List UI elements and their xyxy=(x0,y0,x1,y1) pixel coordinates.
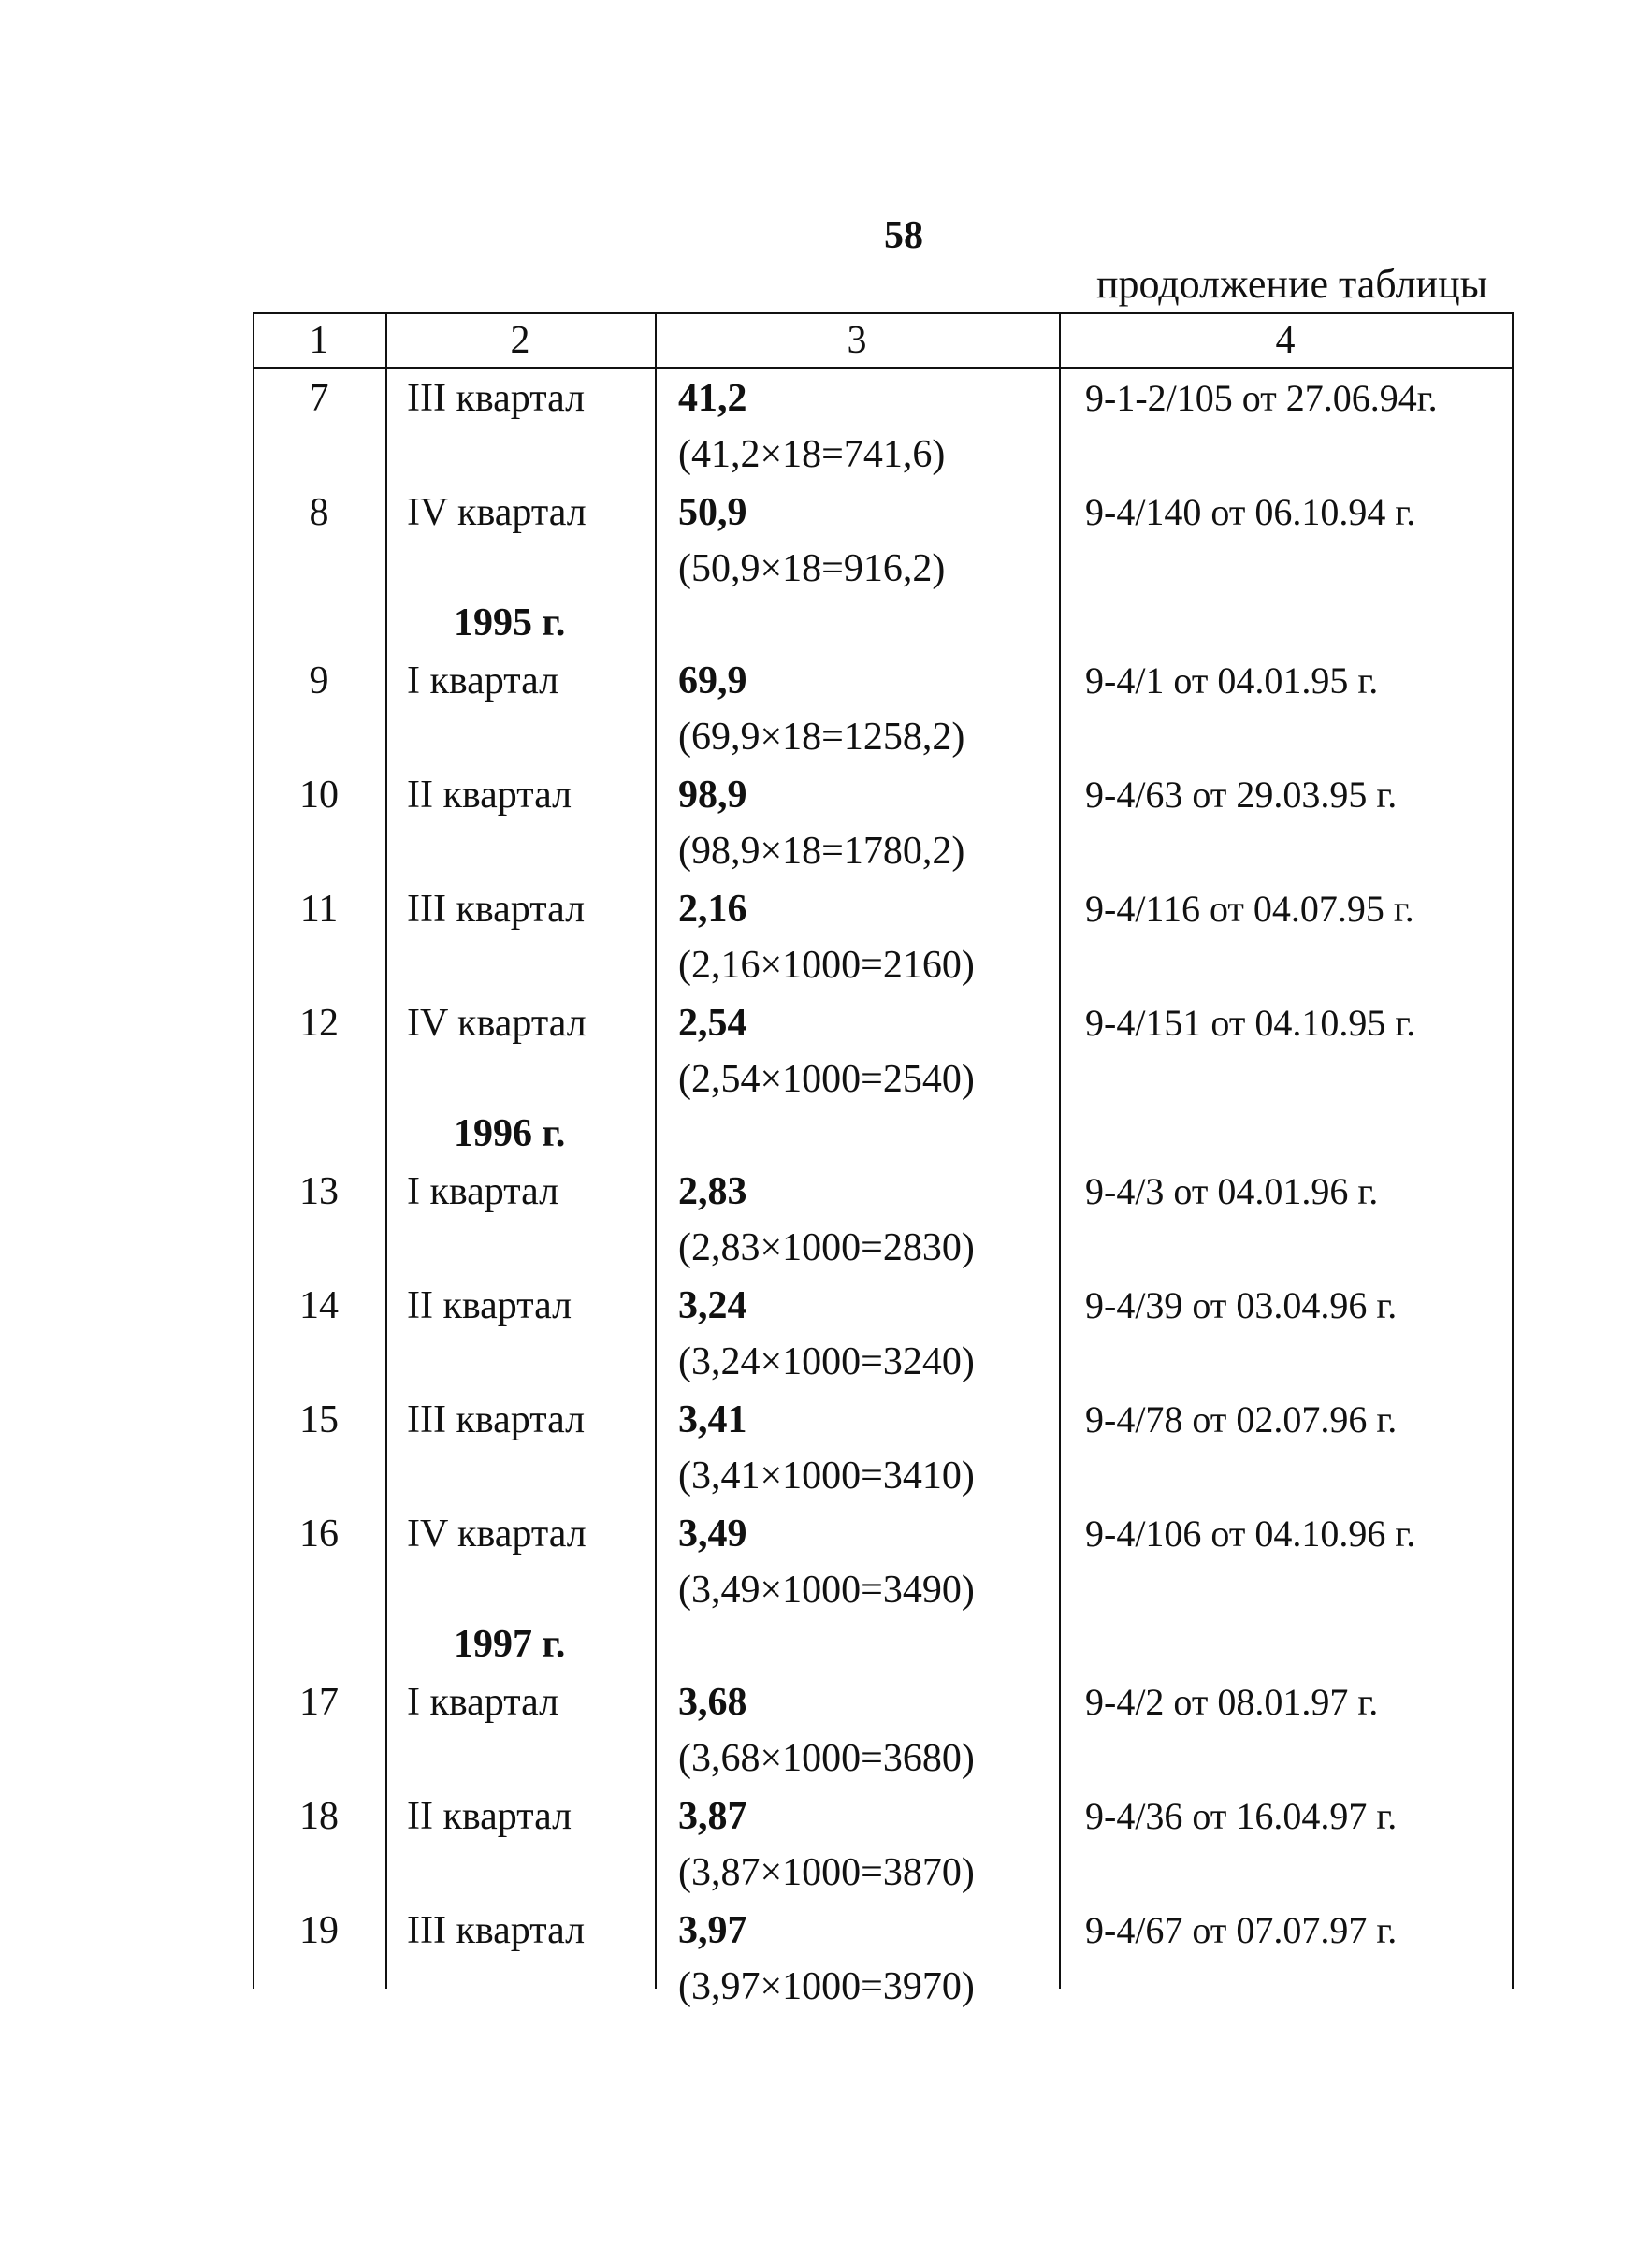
document-reference: 9-4/63 от 29.03.95 г. xyxy=(1085,774,1398,816)
value-main: 69,9 xyxy=(678,659,747,702)
document-reference: 9-4/36 от 16.04.97 г. xyxy=(1085,1795,1398,1837)
value-calculation: (69,9×18=1258,2) xyxy=(678,716,965,759)
row-number: 15 xyxy=(299,1398,339,1441)
value-calculation: (2,16×1000=2160) xyxy=(678,944,975,987)
period-cell: II квартал xyxy=(407,774,572,817)
value-cell xyxy=(678,1674,1071,1787)
period-cell: IV квартал xyxy=(407,1002,587,1045)
data-table xyxy=(253,312,1530,2008)
value-cell xyxy=(678,995,1071,1107)
period-cell: II квартал xyxy=(407,1284,572,1327)
row-number: 10 xyxy=(299,774,339,817)
row-number: 13 xyxy=(299,1170,339,1213)
value-main: 3,68 xyxy=(678,1681,747,1724)
value-calculation: (98,9×18=1780,2) xyxy=(678,830,965,873)
table-border-right xyxy=(1512,312,1514,1989)
page-number: 58 xyxy=(884,214,923,257)
value-cell xyxy=(678,485,1071,597)
period-cell: III квартал xyxy=(407,1909,586,1952)
period-cell: I квартал xyxy=(407,659,559,702)
header-col-2: 2 xyxy=(510,319,530,362)
value-cell xyxy=(678,767,1071,879)
value-cell xyxy=(678,881,1071,993)
continuation-label: продолжение таблицы xyxy=(1096,261,1488,307)
document-reference: 9-4/151 от 04.10.95 г. xyxy=(1085,1002,1416,1044)
period-cell: III квартал xyxy=(407,888,586,931)
row-number: 17 xyxy=(299,1681,339,1724)
document-reference: 9-4/39 от 03.04.96 г. xyxy=(1085,1284,1398,1326)
period-cell: I квартал xyxy=(407,1170,559,1213)
row-number: 18 xyxy=(299,1795,339,1838)
value-calculation: (3,68×1000=3680) xyxy=(678,1737,975,1780)
value-main: 2,16 xyxy=(678,888,747,931)
value-main: 2,83 xyxy=(678,1170,747,1213)
value-calculation: (2,83×1000=2830) xyxy=(678,1226,975,1269)
document-reference: 9-4/106 от 04.10.96 г. xyxy=(1085,1513,1416,1555)
document-reference: 9-4/78 от 02.07.96 г. xyxy=(1085,1398,1398,1440)
document-reference: 9-4/2 от 08.01.97 г. xyxy=(1085,1681,1379,1723)
year-heading: 1997 г. xyxy=(454,1623,566,1666)
header-col-1: 1 xyxy=(309,319,329,362)
value-cell xyxy=(678,1164,1071,1276)
value-main: 3,49 xyxy=(678,1513,747,1556)
value-main: 3,41 xyxy=(678,1398,747,1441)
header-rule xyxy=(253,367,1514,369)
row-number: 19 xyxy=(299,1909,339,1952)
period-cell: II квартал xyxy=(407,1795,572,1838)
document-reference: 9-4/67 от 07.07.97 г. xyxy=(1085,1909,1398,1951)
document-reference: 9-4/140 от 06.10.94 г. xyxy=(1085,491,1416,533)
row-number: 8 xyxy=(309,491,329,534)
table-border-top xyxy=(253,312,1514,314)
value-cell xyxy=(678,1392,1071,1504)
value-main: 50,9 xyxy=(678,491,747,534)
value-main: 2,54 xyxy=(678,1002,747,1045)
value-main: 3,24 xyxy=(678,1284,747,1327)
value-cell xyxy=(678,370,1071,483)
period-cell: I квартал xyxy=(407,1681,559,1724)
value-calculation: (3,24×1000=3240) xyxy=(678,1340,975,1383)
value-calculation: (3,49×1000=3490) xyxy=(678,1569,975,1612)
value-main: 3,87 xyxy=(678,1795,747,1838)
row-number: 12 xyxy=(299,1002,339,1045)
value-cell xyxy=(678,653,1071,765)
row-number: 7 xyxy=(309,377,329,420)
value-cell xyxy=(678,1903,1071,2015)
value-calculation: (41,2×18=741,6) xyxy=(678,433,946,476)
header-col-4: 4 xyxy=(1275,319,1296,362)
document-reference: 9-4/3 от 04.01.96 г. xyxy=(1085,1170,1379,1212)
document-reference: 9-4/116 от 04.07.95 г. xyxy=(1085,888,1414,930)
period-cell: III квартал xyxy=(407,1398,586,1441)
value-calculation: (3,87×1000=3870) xyxy=(678,1851,975,1894)
row-number: 9 xyxy=(309,659,329,702)
value-calculation: (2,54×1000=2540) xyxy=(678,1058,975,1101)
column-rule-1 xyxy=(385,312,387,1989)
period-cell: IV квартал xyxy=(407,1513,587,1556)
period-cell: IV квартал xyxy=(407,491,587,534)
value-main: 3,97 xyxy=(678,1909,747,1952)
document-reference: 9-1-2/105 от 27.06.94г. xyxy=(1085,377,1438,419)
value-main: 41,2 xyxy=(678,377,747,420)
value-calculation: (3,41×1000=3410) xyxy=(678,1455,975,1498)
row-number: 16 xyxy=(299,1513,339,1556)
value-cell xyxy=(678,1506,1071,1618)
year-heading: 1996 г. xyxy=(454,1112,566,1155)
header-col-3: 3 xyxy=(847,319,867,362)
value-cell xyxy=(678,1278,1071,1390)
value-main: 98,9 xyxy=(678,774,747,817)
value-calculation: (50,9×18=916,2) xyxy=(678,547,946,590)
column-rule-2 xyxy=(655,312,657,1989)
row-number: 14 xyxy=(299,1284,339,1327)
row-number: 11 xyxy=(299,888,339,931)
table-border-left xyxy=(253,312,254,1989)
year-heading: 1995 г. xyxy=(454,601,566,644)
value-cell xyxy=(678,1788,1071,1901)
document-reference: 9-4/1 от 04.01.95 г. xyxy=(1085,659,1379,702)
period-cell: III квартал xyxy=(407,377,586,420)
value-calculation: (3,97×1000=3970) xyxy=(678,1965,975,2008)
